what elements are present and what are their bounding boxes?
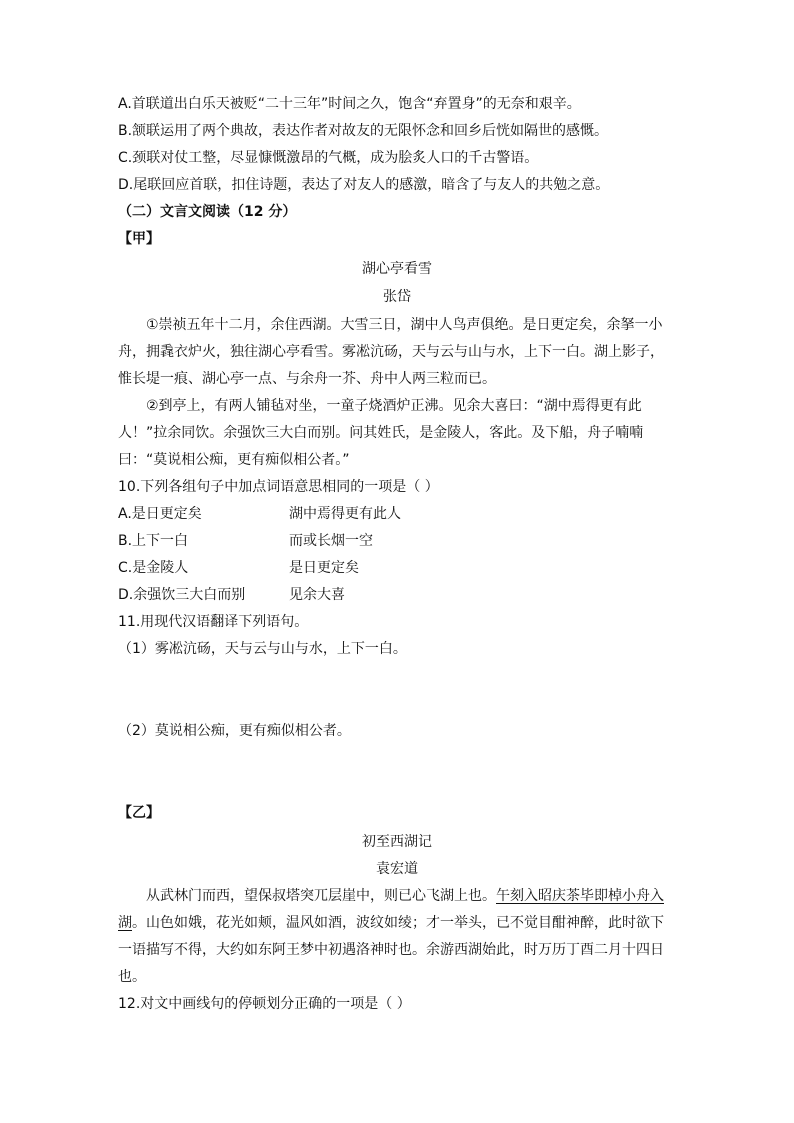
- yi-line1: [146, 886, 664, 906]
- yi-underlined-sentence-part2: 湖: [118, 915, 132, 931]
- q11-sentence-2: （2）莫说相公痴，更有痴似相公者。: [118, 723, 351, 739]
- q12-stem: 12.对文中画线句的停顿划分正确的一项是（ ）: [118, 996, 411, 1012]
- yi-line2-plain: 。山色如娥，花光如颊，温风如酒，波纹如绫；才一举头，已不觉目酣神醉，此时欲下: [132, 915, 664, 931]
- yi-line2: [118, 913, 664, 933]
- yi-line3: 一语描写不得，大约如东阿王梦中初遇洛神时也。余游西湖始此，时万历丁酉二月十四日: [118, 942, 664, 958]
- jia-para2-line2: 人！”拉余同饮。余强饮三大白而别。问其姓氏，是金陵人，客此。及下船，舟子喃喃: [118, 425, 644, 441]
- q10-option-c-left: C.是金陵人: [118, 560, 189, 576]
- q10-option-a-left: A.是日更定矣: [118, 506, 202, 522]
- q9-option-a: A.首联道出白乐天被贬“二十三年”时间之久，饱含“弃置身”的无奈和艰辛。: [118, 96, 581, 112]
- q10-option-d-left: D.余强饮三大白而别: [118, 587, 246, 603]
- q10-option-a: [118, 504, 401, 524]
- q10-option-d: [118, 585, 345, 605]
- q10-option-b-left: B.上下一白: [118, 533, 189, 549]
- yi-line4: 也。: [118, 969, 146, 985]
- q10-option-a-right: 湖中焉得更有此人: [289, 506, 401, 522]
- q11-sentence-1: （1）雾凇沆砀，天与云与山与水，上下一白。: [118, 641, 407, 657]
- yi-tag: 【乙】: [118, 805, 160, 821]
- jia-para1-line1: ①崇祯五年十二月，余住西湖。大雪三日，湖中人鸟声俱绝。是日更定矣，余拏一小: [146, 317, 663, 333]
- yi-author: 袁宏道: [376, 861, 418, 877]
- q10-option-d-right: 见余大喜: [289, 587, 345, 603]
- q11-stem: 11.用现代汉语翻译下列语句。: [118, 614, 309, 630]
- yi-line1-plain: 从武林门而西，望保叔塔突兀层崖中，则已心飞湖上也。: [146, 888, 496, 904]
- q10-option-c: [118, 558, 359, 578]
- yi-underlined-sentence-part1: 午刻入昭庆茶毕即棹小舟入: [496, 888, 664, 904]
- q9-option-c: C.颈联对仗工整，尽显慷慨激昂的气概，成为脍炙人口的千古警语。: [118, 150, 539, 166]
- jia-para1-line2: 舟，拥毳衣炉火，独往湖心亭看雪。雾凇沆砀，天与云与山与水，上下一白。湖上影子，: [118, 344, 664, 360]
- q9-option-b: B.颔联运用了两个典故，表达作者对故友的无限怀念和回乡后恍如隔世的感慨。: [118, 123, 609, 139]
- jia-para1-line3: 惟长堤一痕、湖心亭一点、与余舟一芥、舟中人两三粒而已。: [118, 371, 496, 387]
- jia-para2-line3: 曰：“莫说相公痴，更有痴似相公者。”: [118, 452, 350, 468]
- jia-title: 湖心亭看雪: [362, 261, 432, 277]
- q10-option-b-right: 而或长烟一空: [289, 533, 373, 549]
- yi-title: 初至西湖记: [362, 834, 432, 850]
- jia-author: 张岱: [383, 289, 411, 305]
- section-title: （二）文言文阅读（12 分）: [118, 204, 297, 220]
- q10-option-c-right: 是日更定矣: [289, 560, 359, 576]
- q9-option-d: D.尾联回应首联，扣住诗题，表达了对友人的感激，暗含了与友人的共勉之意。: [118, 177, 610, 193]
- q10-option-b: [118, 531, 373, 551]
- q10-stem: 10.下列各组句子中加点词语意思相同的一项是（ ）: [118, 479, 439, 495]
- jia-para2-line1: ②到亭上，有两人铺毡对坐，一童子烧酒炉正沸。见余大喜曰：“湖中焉得更有此: [146, 398, 642, 414]
- jia-tag: 【甲】: [118, 231, 160, 247]
